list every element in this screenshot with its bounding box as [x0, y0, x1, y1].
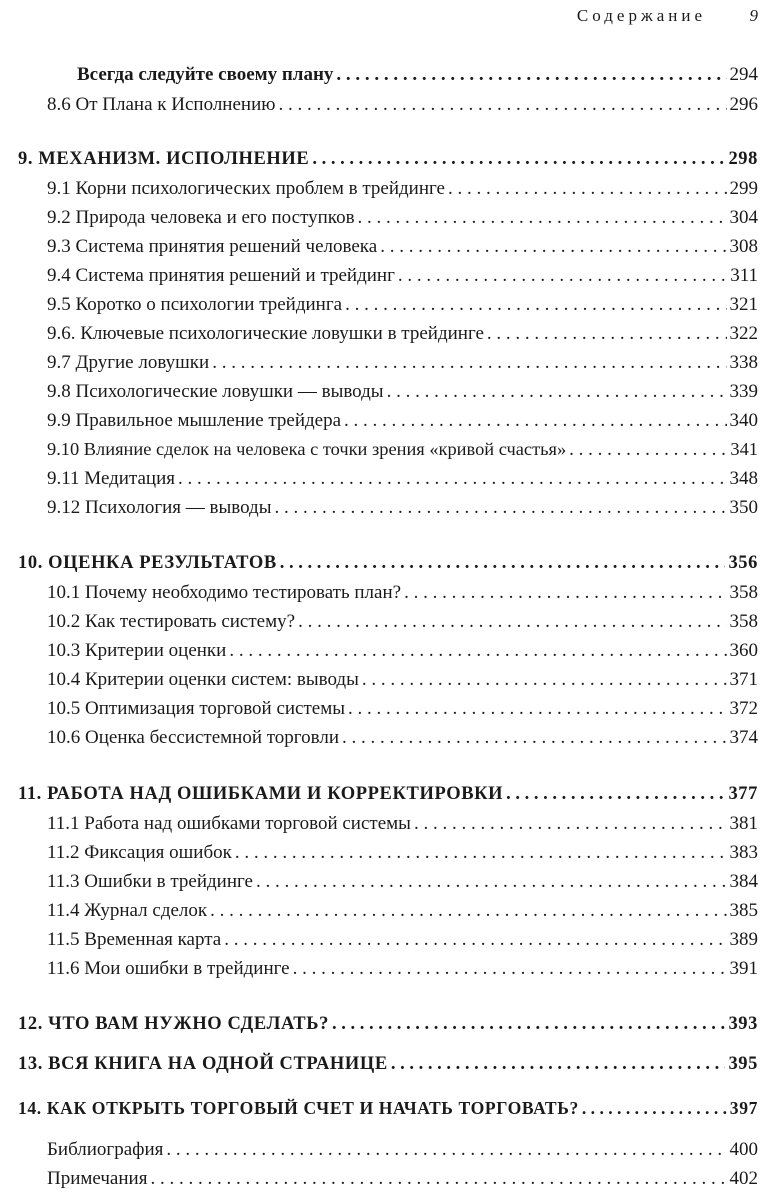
- toc-entry-page: 360: [729, 640, 758, 661]
- toc-entry[interactable]: [47, 727, 758, 749]
- toc-chapter-title: 11. РАБОТА НАД ОШИБКАМИ И КОРРЕКТИРОВКИ: [18, 784, 504, 804]
- toc-leader: [280, 553, 726, 574]
- toc-leader: [278, 94, 726, 116]
- toc-leader: [348, 698, 726, 720]
- toc-leader: [487, 323, 727, 345]
- toc-entry-title: 10.5 Оптимизация торговой системы: [47, 698, 346, 719]
- toc-leader: [150, 1168, 726, 1190]
- toc-entry-page: 358: [729, 582, 758, 603]
- toc-entry[interactable]: [47, 323, 758, 345]
- toc-leader: [293, 958, 727, 980]
- toc-entry[interactable]: [47, 813, 758, 835]
- toc-leader: [210, 900, 726, 922]
- toc-entry[interactable]: [47, 497, 758, 519]
- toc-entry-page: 321: [729, 294, 758, 315]
- toc-chapter[interactable]: [18, 1098, 758, 1119]
- toc-entry-title: 9.10 Влияние сделок на человека с точки зрения «кривой счастья»: [47, 439, 567, 459]
- toc-leader: [398, 265, 727, 287]
- toc-entry[interactable]: [47, 468, 758, 490]
- toc-entry[interactable]: [47, 410, 758, 432]
- toc-entry-title: 9.4 Система принятия решений и трейдинг: [47, 265, 395, 286]
- toc-entry-page: 311: [730, 265, 758, 286]
- toc-chapter-page: 397: [729, 1098, 758, 1118]
- toc-entry-title: 10.2 Как тестировать систему?: [47, 611, 296, 632]
- toc-leader: [448, 178, 727, 200]
- toc-chapter[interactable]: [18, 553, 758, 574]
- toc-leader: [224, 929, 726, 951]
- toc-leader: [582, 1098, 727, 1119]
- toc-leader: [336, 64, 726, 86]
- toc-chapter-title: 13. ВСЯ КНИГА НА ОДНОЙ СТРАНИЦЕ: [18, 1054, 388, 1074]
- toc-entry[interactable]: [47, 1168, 758, 1190]
- toc-chapter-page: 395: [728, 1054, 758, 1074]
- toc-chapter-title: 12. ЧТО ВАМ НУЖНО СДЕЛАТЬ?: [18, 1014, 329, 1034]
- toc-entry-title: 8.6 От Плана к Исполнению: [47, 94, 276, 115]
- toc-leader: [212, 352, 726, 374]
- toc-entry-title: Примечания: [47, 1168, 148, 1189]
- toc-leader: [345, 294, 726, 316]
- toc-chapter-page: 298: [728, 149, 758, 169]
- toc-chapter-title: 9. МЕХАНИЗМ. ИСПОЛНЕНИЕ: [18, 149, 310, 169]
- toc-entry-title: 9.1 Корни психологических проблем в трейдинге: [47, 178, 445, 199]
- toc-leader: [506, 784, 725, 805]
- toc-entry-title: 9.9 Правильное мышление трейдера: [47, 410, 342, 431]
- toc-entry-page: 339: [729, 381, 758, 402]
- toc-entry[interactable]: [47, 958, 758, 980]
- toc-entry-title: 9.7 Другие ловушки: [47, 352, 210, 373]
- toc-entry[interactable]: [47, 669, 758, 691]
- toc-entry-page: 402: [729, 1168, 758, 1189]
- toc-entry-page: 374: [729, 727, 758, 748]
- toc-chapter-title: 10. ОЦЕНКА РЕЗУЛЬТАТОВ: [18, 553, 277, 573]
- toc-leader: [166, 1139, 726, 1161]
- toc-entry-page: 371: [729, 669, 758, 690]
- toc-entry-title: Библиография: [47, 1139, 164, 1160]
- toc-entry-page: 383: [729, 842, 758, 863]
- toc-entry[interactable]: [47, 698, 758, 720]
- toc-entry[interactable]: [47, 236, 758, 258]
- toc-entry[interactable]: [47, 871, 758, 893]
- toc-entry[interactable]: [47, 842, 758, 864]
- toc-entry[interactable]: [47, 178, 758, 200]
- toc-entry-page: 340: [729, 410, 758, 431]
- toc-entry[interactable]: [77, 64, 758, 86]
- toc-entry[interactable]: [47, 900, 758, 922]
- toc-leader: [235, 842, 727, 864]
- toc-entry[interactable]: [47, 611, 758, 633]
- toc-entry-page: 304: [729, 207, 758, 228]
- toc-entry-title: 11.2 Фиксация ошибок: [47, 842, 232, 863]
- toc-chapter-page: 356: [728, 553, 758, 573]
- toc-leader: [332, 1014, 726, 1035]
- toc-chapter-page: 377: [728, 784, 758, 804]
- toc-leader: [178, 468, 727, 490]
- toc-entry[interactable]: [47, 439, 758, 461]
- toc-entry[interactable]: [47, 640, 758, 662]
- toc-entry-page: 358: [729, 611, 758, 632]
- toc-entry-page: 308: [729, 236, 758, 257]
- toc-entry-title: 9.3 Система принятия решений человека: [47, 236, 378, 257]
- toc-entry-page: 400: [729, 1139, 758, 1160]
- toc-entry-title: 10.3 Критерии оценки: [47, 640, 227, 661]
- toc-leader: [569, 439, 727, 461]
- toc-entry-title: 10.1 Почему необходимо тестировать план?: [47, 582, 402, 603]
- toc-entry-page: 294: [729, 64, 758, 85]
- toc-entry[interactable]: [47, 381, 758, 403]
- toc-entry-page: 341: [730, 439, 758, 459]
- toc-leader: [358, 207, 727, 229]
- toc-chapter[interactable]: [18, 1054, 758, 1075]
- toc-leader: [342, 727, 727, 749]
- toc-leader: [391, 1054, 726, 1075]
- page-number: 9: [749, 6, 758, 25]
- toc-entry[interactable]: [47, 294, 758, 316]
- page-header: [0, 6, 758, 32]
- toc-leader: [414, 813, 727, 835]
- toc-leader: [344, 410, 726, 432]
- toc-entry-title: 11.4 Журнал сделок: [47, 900, 208, 921]
- toc-leader: [275, 497, 727, 519]
- toc-entry-page: 338: [729, 352, 758, 373]
- toc-entry-page: 391: [729, 958, 758, 979]
- running-title: Содержание: [576, 6, 706, 25]
- toc-entry[interactable]: [47, 352, 758, 374]
- toc-chapter[interactable]: [18, 1014, 758, 1035]
- toc-entry-title: 11.6 Мои ошибки в трейдинге: [47, 958, 290, 979]
- toc-entry-page: 385: [729, 900, 758, 921]
- toc-entry-page: 322: [729, 323, 758, 344]
- toc-chapter[interactable]: [18, 784, 758, 805]
- toc-entry-page: 381: [729, 813, 758, 834]
- toc-leader: [312, 149, 725, 170]
- toc-leader: [387, 381, 727, 403]
- toc-leader: [362, 669, 727, 691]
- toc-leader: [380, 236, 726, 258]
- toc-entry[interactable]: [47, 582, 758, 604]
- toc-entry-page: 296: [729, 94, 758, 115]
- toc-entry-title: Всегда следуйте своему плану: [77, 64, 334, 85]
- toc-leader: [229, 640, 726, 662]
- toc-entry-title: 9.12 Психология — выводы: [47, 497, 272, 518]
- toc-entry[interactable]: [47, 929, 758, 951]
- toc-leader: [256, 871, 727, 893]
- toc-entry[interactable]: [47, 94, 758, 116]
- toc-entry-title: 9.6. Ключевые психологические ловушки в трейдинге: [47, 323, 484, 344]
- toc-entry-title: 9.5 Коротко о психологии трейдинга: [47, 294, 343, 315]
- toc-leader: [298, 611, 726, 633]
- toc-entry-page: 384: [729, 871, 758, 892]
- toc-chapter-title: 14. КАК ОТКРЫТЬ ТОРГОВЫЙ СЧЕТ И НАЧАТЬ ТОРГОВАТЬ?: [18, 1098, 579, 1118]
- toc-entry-page: 348: [729, 468, 758, 489]
- toc-chapter-page: 393: [728, 1014, 758, 1034]
- toc-entry-page: 372: [729, 698, 758, 719]
- toc-entry-title: 11.5 Временная карта: [47, 929, 222, 950]
- toc-entry-title: 9.11 Медитация: [47, 468, 175, 489]
- toc-entry-title: 9.8 Психологические ловушки — выводы: [47, 381, 384, 402]
- toc-entry[interactable]: [47, 207, 758, 229]
- toc-entry-page: 350: [729, 497, 758, 518]
- toc-entry-title: 10.4 Критерии оценки систем: выводы: [47, 669, 359, 690]
- toc-entry-title: 9.2 Природа человека и его поступков: [47, 207, 355, 228]
- toc-entry[interactable]: [47, 265, 758, 287]
- toc-entry-title: 11.3 Ошибки в трейдинге: [47, 871, 253, 892]
- toc-entry-page: 299: [729, 178, 758, 199]
- toc-entry-title: 11.1 Работа над ошибками торговой системы: [47, 813, 411, 834]
- toc-entry[interactable]: [47, 1139, 758, 1161]
- toc-entry-page: 389: [729, 929, 758, 950]
- toc-entry-title: 10.6 Оценка бессистемной торговли: [47, 727, 339, 748]
- toc-chapter[interactable]: [18, 149, 758, 170]
- toc-leader: [404, 582, 726, 604]
